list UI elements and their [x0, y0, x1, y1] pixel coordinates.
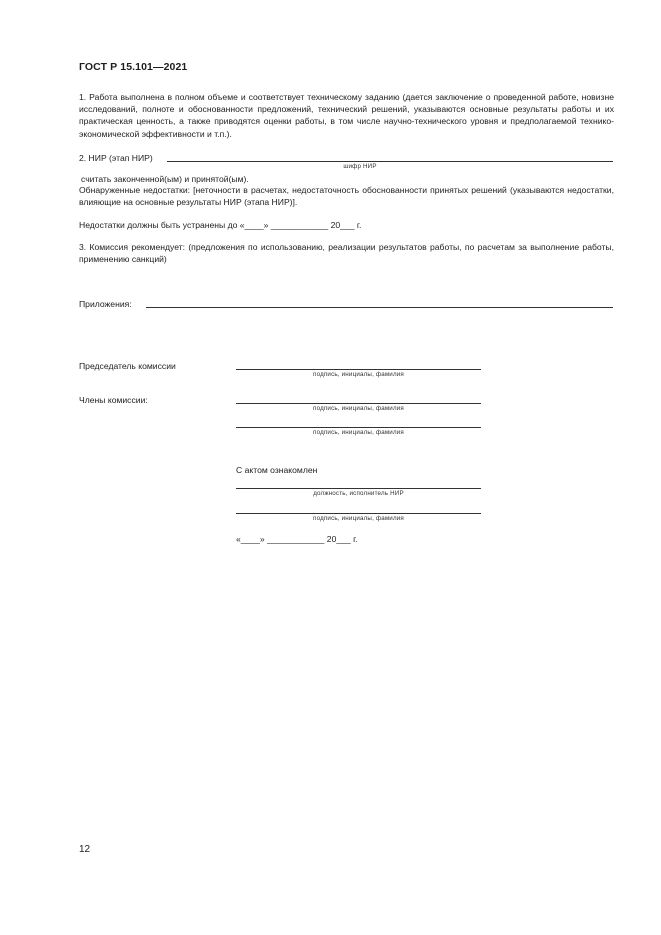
- chairman-signature-line: [236, 369, 481, 370]
- acquainted-signature-caption: подпись, инициалы, фамилия: [313, 515, 404, 522]
- acquainted-label: С актом ознакомлен: [236, 465, 318, 475]
- member-2-signature-line: [236, 427, 481, 428]
- members-label: Члены комиссии:: [79, 395, 148, 405]
- research-code-line: [167, 161, 613, 162]
- accepted-text: считать законченной(ым) и принятой(ым).: [81, 174, 249, 184]
- section-2-label: 2. НИР (этап НИР): [79, 153, 153, 163]
- deadline-text: Недостатки должны быть устранены до «____» ____________ 20___ г.: [79, 220, 362, 230]
- chairman-label: Председатель комиссии: [79, 361, 176, 371]
- section-3-text: 3. Комиссия рекомендует: (предложения по использованию, реализации результатов работы, по расчетам за выполнение работы, применению санкций): [79, 242, 614, 265]
- appendix-label: Приложения:: [79, 299, 132, 309]
- page-number: 12: [79, 844, 91, 855]
- section-1-text: 1. Работа выполнена в полном объеме и соответствует техническому заданию (дается заключение о проведенной работе, новизне исследований, полноте и обоснованности предложений, технический решений, указываются основные результаты работы и их практическая ценность, а также приводятся оценки работы, в том числе научно-технического уровня и предполагаемой технико-экономической эффективности и т.п.).: [79, 92, 614, 139]
- defects-text: Обнаруженные недостатки: [неточности в расчетах, недостаточность обоснованности принятых решений (указываются недостатки, влияющие на основные результаты НИР (этапа НИР)].: [79, 185, 614, 208]
- date-line: «____» ____________ 20___ г.: [236, 534, 358, 544]
- position-line: [236, 488, 481, 489]
- chairman-signature-caption: подпись, инициалы, фамилия: [313, 371, 404, 378]
- document-header: ГОСТ Р 15.101—2021: [79, 61, 188, 73]
- acquainted-signature-line: [236, 513, 481, 514]
- research-code-caption: шифр НИР: [343, 163, 377, 170]
- member-2-signature-caption: подпись, инициалы, фамилия: [313, 429, 404, 436]
- member-1-signature-line: [236, 403, 481, 404]
- appendix-line: [146, 307, 613, 308]
- position-caption: должность, исполнитель НИР: [313, 490, 404, 497]
- member-1-signature-caption: подпись, инициалы, фамилия: [313, 405, 404, 412]
